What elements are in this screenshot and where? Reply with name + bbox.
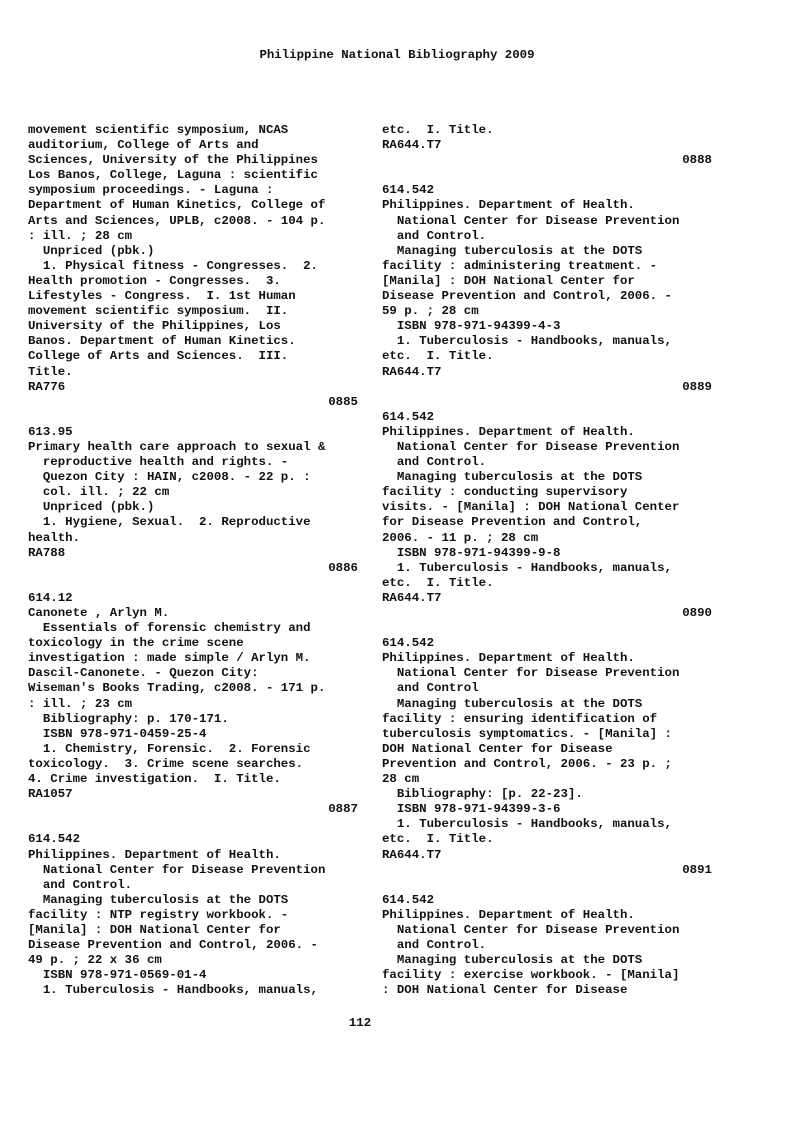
entry-line: Philippines. Department of Health.	[382, 907, 635, 922]
entry-line: Essentials of forensic chemistry and	[28, 621, 311, 636]
entry-line: National Center for Disease Prevention	[382, 922, 680, 937]
entry-line: movement scientific symposium. II.	[28, 304, 289, 319]
entry-line: 614.542	[28, 832, 81, 847]
entry-line: col. ill. ; 22 cm	[28, 485, 170, 500]
entry-line: Managing tuberculosis at the DOTS	[382, 243, 643, 258]
entry-line: Canonete , Arlyn M.	[28, 606, 170, 620]
entry-number: 0887	[328, 802, 358, 817]
entry-separator	[382, 395, 712, 410]
running-head: Philippine National Bibliography 2009	[259, 48, 535, 62]
entry-line: and Control.	[382, 228, 487, 243]
entry-line: Philippines. Department of Health.	[382, 198, 635, 213]
entry-line: movement scientific symposium, NCAS	[28, 123, 289, 137]
entry-line: National Center for Disease Prevention	[382, 439, 680, 454]
entry-line: toxicology in the crime scene	[28, 636, 244, 651]
entry-separator	[382, 168, 712, 183]
entry-line: ISBN 978-971-94399-4-3	[382, 319, 561, 334]
entry-line: Unpriced (pbk.)	[28, 500, 155, 515]
entry-line: Bibliography: [p. 22-23].	[382, 787, 583, 802]
entry-number: 0890	[682, 606, 712, 620]
entry-line: 614.12	[28, 590, 73, 605]
entry-line: Managing tuberculosis at the DOTS	[382, 953, 643, 968]
entry-line: Wiseman's Books Trading, c2008. - 171 p.	[28, 681, 326, 696]
entry-line: 614.542	[382, 409, 435, 424]
entry-line: etc. I. Title.	[382, 123, 494, 137]
entry-line: RA644.T7	[382, 138, 442, 153]
entry-number: 0885	[328, 394, 358, 409]
entry-line: tuberculosis symptomatics. - [Manila] :	[382, 726, 672, 741]
entry-number: 0891	[682, 862, 712, 877]
entry-line: Department of Human Kinetics, College of	[28, 198, 326, 213]
entry-line: RA776	[28, 379, 66, 394]
entry-line: auditorium, College of Arts and	[28, 138, 259, 153]
entry-line: Managing tuberculosis at the DOTS	[382, 470, 643, 485]
entry-line: RA1057	[28, 787, 73, 802]
entry-line: [Manila] : DOH National Center for	[382, 273, 635, 288]
right-column	[382, 123, 712, 998]
entry-line: Title.	[28, 364, 73, 379]
entry-line: Banos. Department of Human Kinetics.	[28, 334, 296, 349]
entry-line: 1. Chemistry, Forensic. 2. Forensic	[28, 741, 311, 756]
entry-line: 1. Tuberculosis - Handbooks, manuals,	[382, 560, 672, 575]
entry-separator	[28, 410, 358, 425]
entry-line: etc. I. Title.	[382, 575, 494, 590]
entry-line: Philippines. Department of Health.	[28, 847, 281, 862]
entry-line: etc. I. Title.	[382, 349, 494, 364]
entry-line: RA788	[28, 545, 66, 560]
entry-line: etc. I. Title.	[382, 832, 494, 847]
entry-line: ISBN 978-971-0459-25-4	[28, 726, 207, 741]
entry-line: Prevention and Control, 2006. - 23 p. ;	[382, 756, 672, 771]
entry-number: 0886	[328, 560, 358, 575]
entry-line: Quezon City : HAIN, c2008. - 22 p. :	[28, 470, 311, 485]
entry-line: : DOH National Center for Disease	[382, 983, 628, 998]
entry-line: Health promotion - Congresses. 3.	[28, 273, 281, 288]
entry-line: for Disease Prevention and Control,	[382, 515, 643, 530]
entry-line: Philippines. Department of Health.	[382, 651, 635, 666]
entry-line: toxicology. 3. Crime scene searches.	[28, 756, 304, 771]
entry-line: visits. - [Manila] : DOH National Center	[382, 500, 680, 515]
entry-line: facility : ensuring identification of	[382, 711, 658, 726]
entry-line: 28 cm	[382, 772, 420, 787]
entry-line: Bibliography: p. 170-171.	[28, 711, 229, 726]
entry-line: Dascil-Canonete. - Quezon City:	[28, 666, 259, 681]
entry-line: Managing tuberculosis at the DOTS	[28, 892, 289, 907]
entry-line: facility : exercise workbook. - [Manila]	[382, 968, 680, 983]
entry-separator	[382, 621, 712, 636]
entry-separator	[28, 576, 358, 591]
entry-line: Arts and Sciences, UPLB, c2008. - 104 p.	[28, 213, 326, 228]
entry-line: facility : NTP registry workbook. -	[28, 907, 289, 922]
entry-line: reproductive health and rights. -	[28, 455, 289, 470]
entry-line: RA644.T7	[382, 847, 442, 862]
entry-number: 0889	[682, 379, 712, 394]
entry-line: and Control	[382, 681, 479, 696]
entry-line: : ill. ; 23 cm	[28, 696, 133, 711]
entry-line: Primary health care approach to sexual &	[28, 439, 326, 454]
entry-line: National Center for Disease Prevention	[28, 862, 326, 877]
entry-line: 1. Physical fitness - Congresses. 2.	[28, 258, 318, 273]
entry-line: facility : conducting supervisory	[382, 485, 628, 500]
entry-line: National Center for Disease Prevention	[382, 666, 680, 681]
page-number: 112	[348, 1016, 372, 1030]
entry-line: University of the Philippines, Los	[28, 319, 281, 334]
entry-line: RA644.T7	[382, 590, 442, 605]
entry-line: 4. Crime investigation. I. Title.	[28, 772, 281, 787]
entry-line: 1. Hygiene, Sexual. 2. Reproductive	[28, 515, 311, 530]
entry-line: Disease Prevention and Control, 2006. -	[28, 938, 318, 953]
entry-line: ISBN 978-971-0569-01-4	[28, 968, 207, 983]
entry-line: DOH National Center for Disease	[382, 741, 613, 756]
entry-line: Philippines. Department of Health.	[382, 424, 635, 439]
entry-line: 614.542	[382, 892, 435, 907]
entry-line: Disease Prevention and Control, 2006. -	[382, 289, 672, 304]
entry-line: Lifestyles - Congress. I. 1st Human	[28, 289, 296, 304]
entry-line: 613.95	[28, 424, 73, 439]
entry-line: facility : administering treatment. -	[382, 258, 658, 273]
entry-line: 1. Tuberculosis - Handbooks, manuals,	[28, 983, 318, 998]
entry-line: Los Banos, College, Laguna : scientific	[28, 168, 318, 183]
entry-line: 1. Tuberculosis - Handbooks, manuals,	[382, 817, 672, 832]
entry-line: 59 p. ; 28 cm	[382, 304, 479, 319]
left-column	[28, 123, 358, 998]
entry-line: investigation : made simple / Arlyn M.	[28, 651, 311, 666]
entry-line: [Manila] : DOH National Center for	[28, 922, 281, 937]
entry-line: 614.542	[382, 183, 435, 198]
entry-line: and Control.	[382, 455, 487, 470]
entry-line: RA644.T7	[382, 364, 442, 379]
entry-line: ISBN 978-971-94399-9-8	[382, 545, 561, 560]
entry-line: National Center for Disease Prevention	[382, 213, 680, 228]
entry-line: 2006. - 11 p. ; 28 cm	[382, 530, 539, 545]
entry-line: : ill. ; 28 cm	[28, 228, 133, 243]
entry-line: Unpriced (pbk.)	[28, 243, 155, 258]
entry-line: College of Arts and Sciences. III.	[28, 349, 289, 364]
entry-separator	[28, 817, 358, 832]
entry-line: 49 p. ; 22 x 36 cm	[28, 953, 162, 968]
entry-line: and Control.	[382, 938, 487, 953]
entry-number: 0888	[682, 153, 712, 168]
entry-line: 1. Tuberculosis - Handbooks, manuals,	[382, 334, 672, 349]
entry-line: symposium proceedings. - Laguna :	[28, 183, 274, 198]
entry-line: health.	[28, 530, 81, 545]
entry-line: Sciences, University of the Philippines	[28, 153, 318, 168]
entry-line: and Control.	[28, 877, 133, 892]
entry-line: Managing tuberculosis at the DOTS	[382, 696, 643, 711]
entry-separator	[382, 878, 712, 893]
entry-line: ISBN 978-971-94399-3-6	[382, 802, 561, 817]
entry-line: 614.542	[382, 636, 435, 651]
